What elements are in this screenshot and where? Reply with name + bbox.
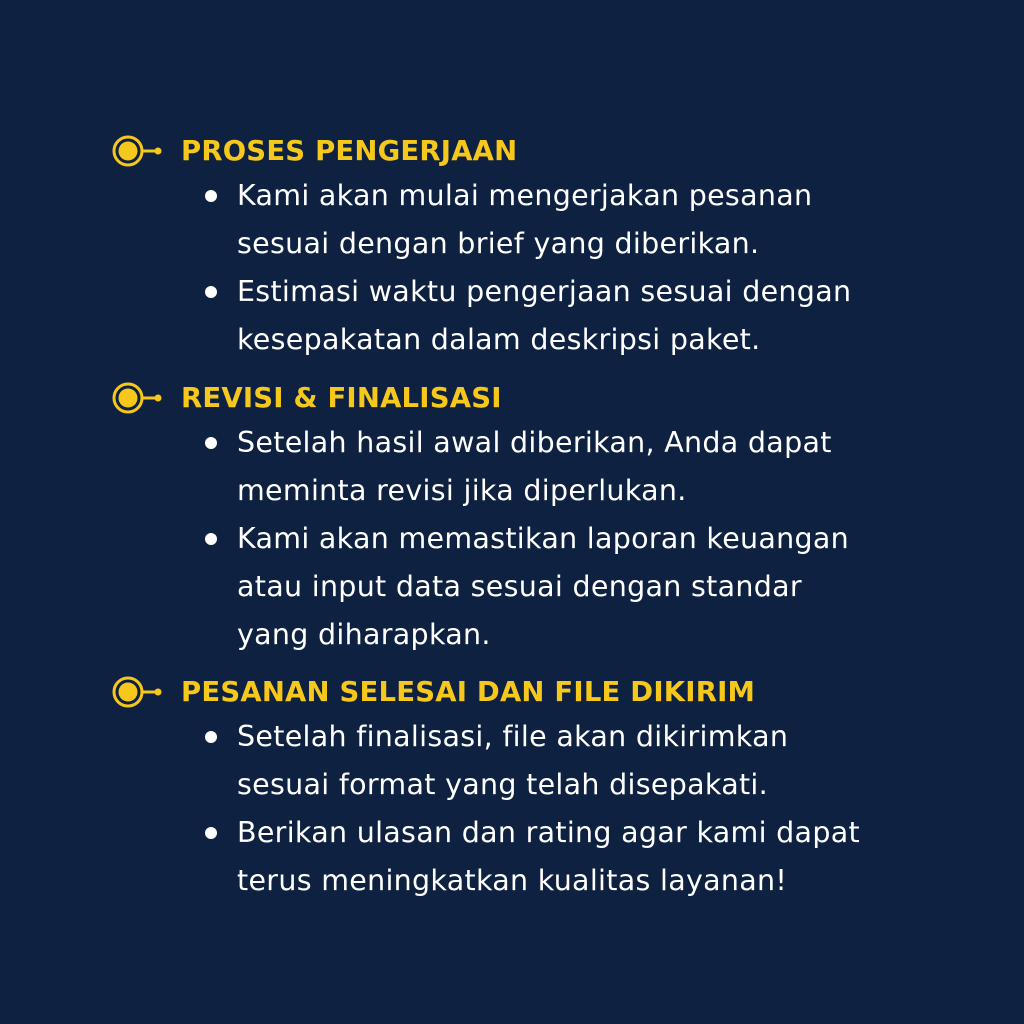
target-bullet-icon	[112, 380, 164, 416]
section-heading-row	[0, 671, 1024, 713]
list-item-text: Estimasi waktu pengerjaan sesuai dengan	[237, 275, 852, 308]
list-item-text: Setelah finalisasi, file akan dikirimkan	[237, 720, 789, 753]
section-title: PESANAN SELESAI DAN FILE DIKIRIM	[181, 676, 756, 708]
section-pesanan-selesai	[0, 671, 1024, 905]
bullet-list	[0, 172, 1024, 364]
list-item	[0, 268, 1024, 364]
section-title: PROSES PENGERJAAN	[181, 135, 518, 167]
section-title: REVISI & FINALISASI	[181, 382, 502, 414]
bullet-dot	[205, 286, 217, 298]
list-item-text: Kami akan mulai mengerjakan pesanan	[237, 179, 813, 212]
list-item-text: sesuai format yang telah disepakati.	[237, 768, 769, 801]
list-item-text: Setelah hasil awal diberikan, Anda dapat	[237, 426, 832, 459]
bullet-dot	[205, 190, 217, 202]
bullet-dot	[205, 533, 217, 545]
bullet-list	[0, 419, 1024, 659]
list-item	[0, 419, 1024, 515]
bullet-dot	[205, 827, 217, 839]
list-item-text: yang diharapkan.	[237, 618, 491, 651]
target-bullet-icon	[112, 133, 164, 169]
bullet-dot	[205, 437, 217, 449]
list-item-text: sesuai dengan brief yang diberikan.	[237, 227, 760, 260]
section-proses-pengerjaan	[0, 130, 1024, 364]
list-item-text: Kami akan memastikan laporan keuangan	[237, 522, 850, 555]
target-bullet-icon	[112, 674, 164, 710]
list-item	[0, 172, 1024, 268]
list-item	[0, 515, 1024, 659]
bullet-list	[0, 713, 1024, 905]
list-item-text: kesepakatan dalam deskripsi paket.	[237, 323, 761, 356]
bullet-dot	[205, 731, 217, 743]
section-heading-row	[0, 377, 1024, 419]
list-item-text: Berikan ulasan dan rating agar kami dapat	[237, 816, 860, 849]
section-revisi-finalisasi	[0, 377, 1024, 659]
list-item-text: atau input data sesuai dengan standar	[237, 570, 802, 603]
list-item-text: meminta revisi jika diperlukan.	[237, 474, 687, 507]
section-heading-row	[0, 130, 1024, 172]
list-item	[0, 809, 1024, 905]
list-item	[0, 713, 1024, 809]
list-item-text: terus meningkatkan kualitas layanan!	[237, 864, 788, 897]
